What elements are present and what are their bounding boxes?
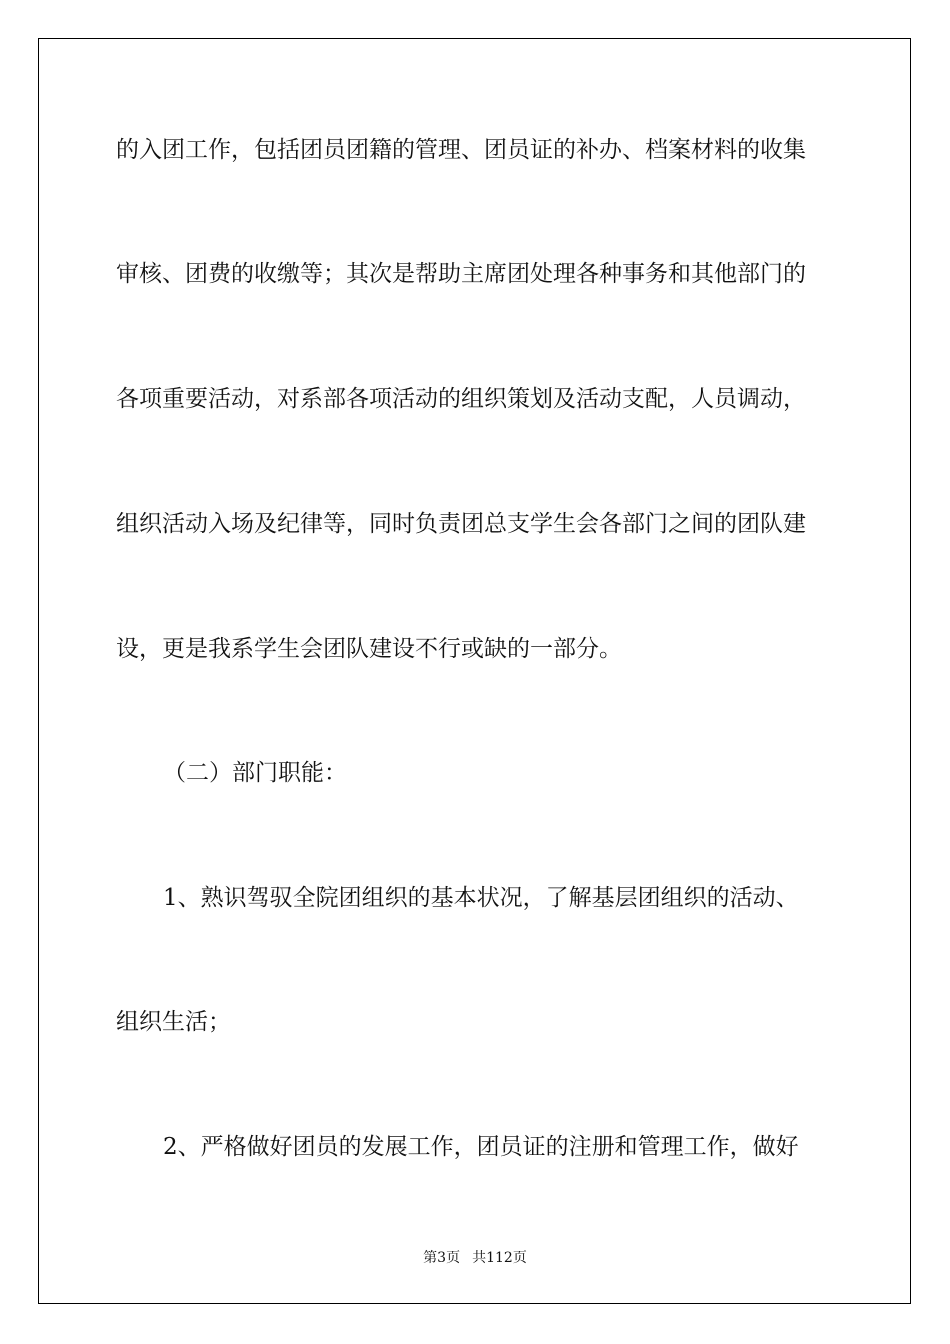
- body-line-2: 审核、团费的收缴等；其次是帮助主席团处理各种事务和其他部门的: [116, 261, 806, 287]
- list-item-1-continued: 组织生活；: [116, 1009, 231, 1035]
- body-line-3: 各项重要活动，对系部各项活动的组织策划及活动支配，人员调动，: [116, 386, 806, 412]
- list-item-2: 2、严格做好团员的发展工作，团员证的注册和管理工作，做好: [163, 1134, 799, 1160]
- page-number: 第3页: [423, 1250, 461, 1266]
- body-line-5: 设，更是我系学生会团队建设不行或缺的一部分。: [116, 636, 622, 662]
- page-total: 共112页: [472, 1250, 527, 1266]
- list-item-1: 1、熟识驾驭全院团组织的基本状况，了解基层团组织的活动、: [163, 885, 799, 911]
- body-line-1: 的入团工作，包括团员团籍的管理、团员证的补办、档案材料的收集: [116, 137, 806, 163]
- page-border: [38, 38, 911, 1304]
- page-footer: [0, 1247, 950, 1267]
- section-heading: （二）部门职能：: [163, 760, 347, 786]
- body-line-4: 组织活动入场及纪律等，同时负责团总支学生会各部门之间的团队建: [116, 511, 806, 537]
